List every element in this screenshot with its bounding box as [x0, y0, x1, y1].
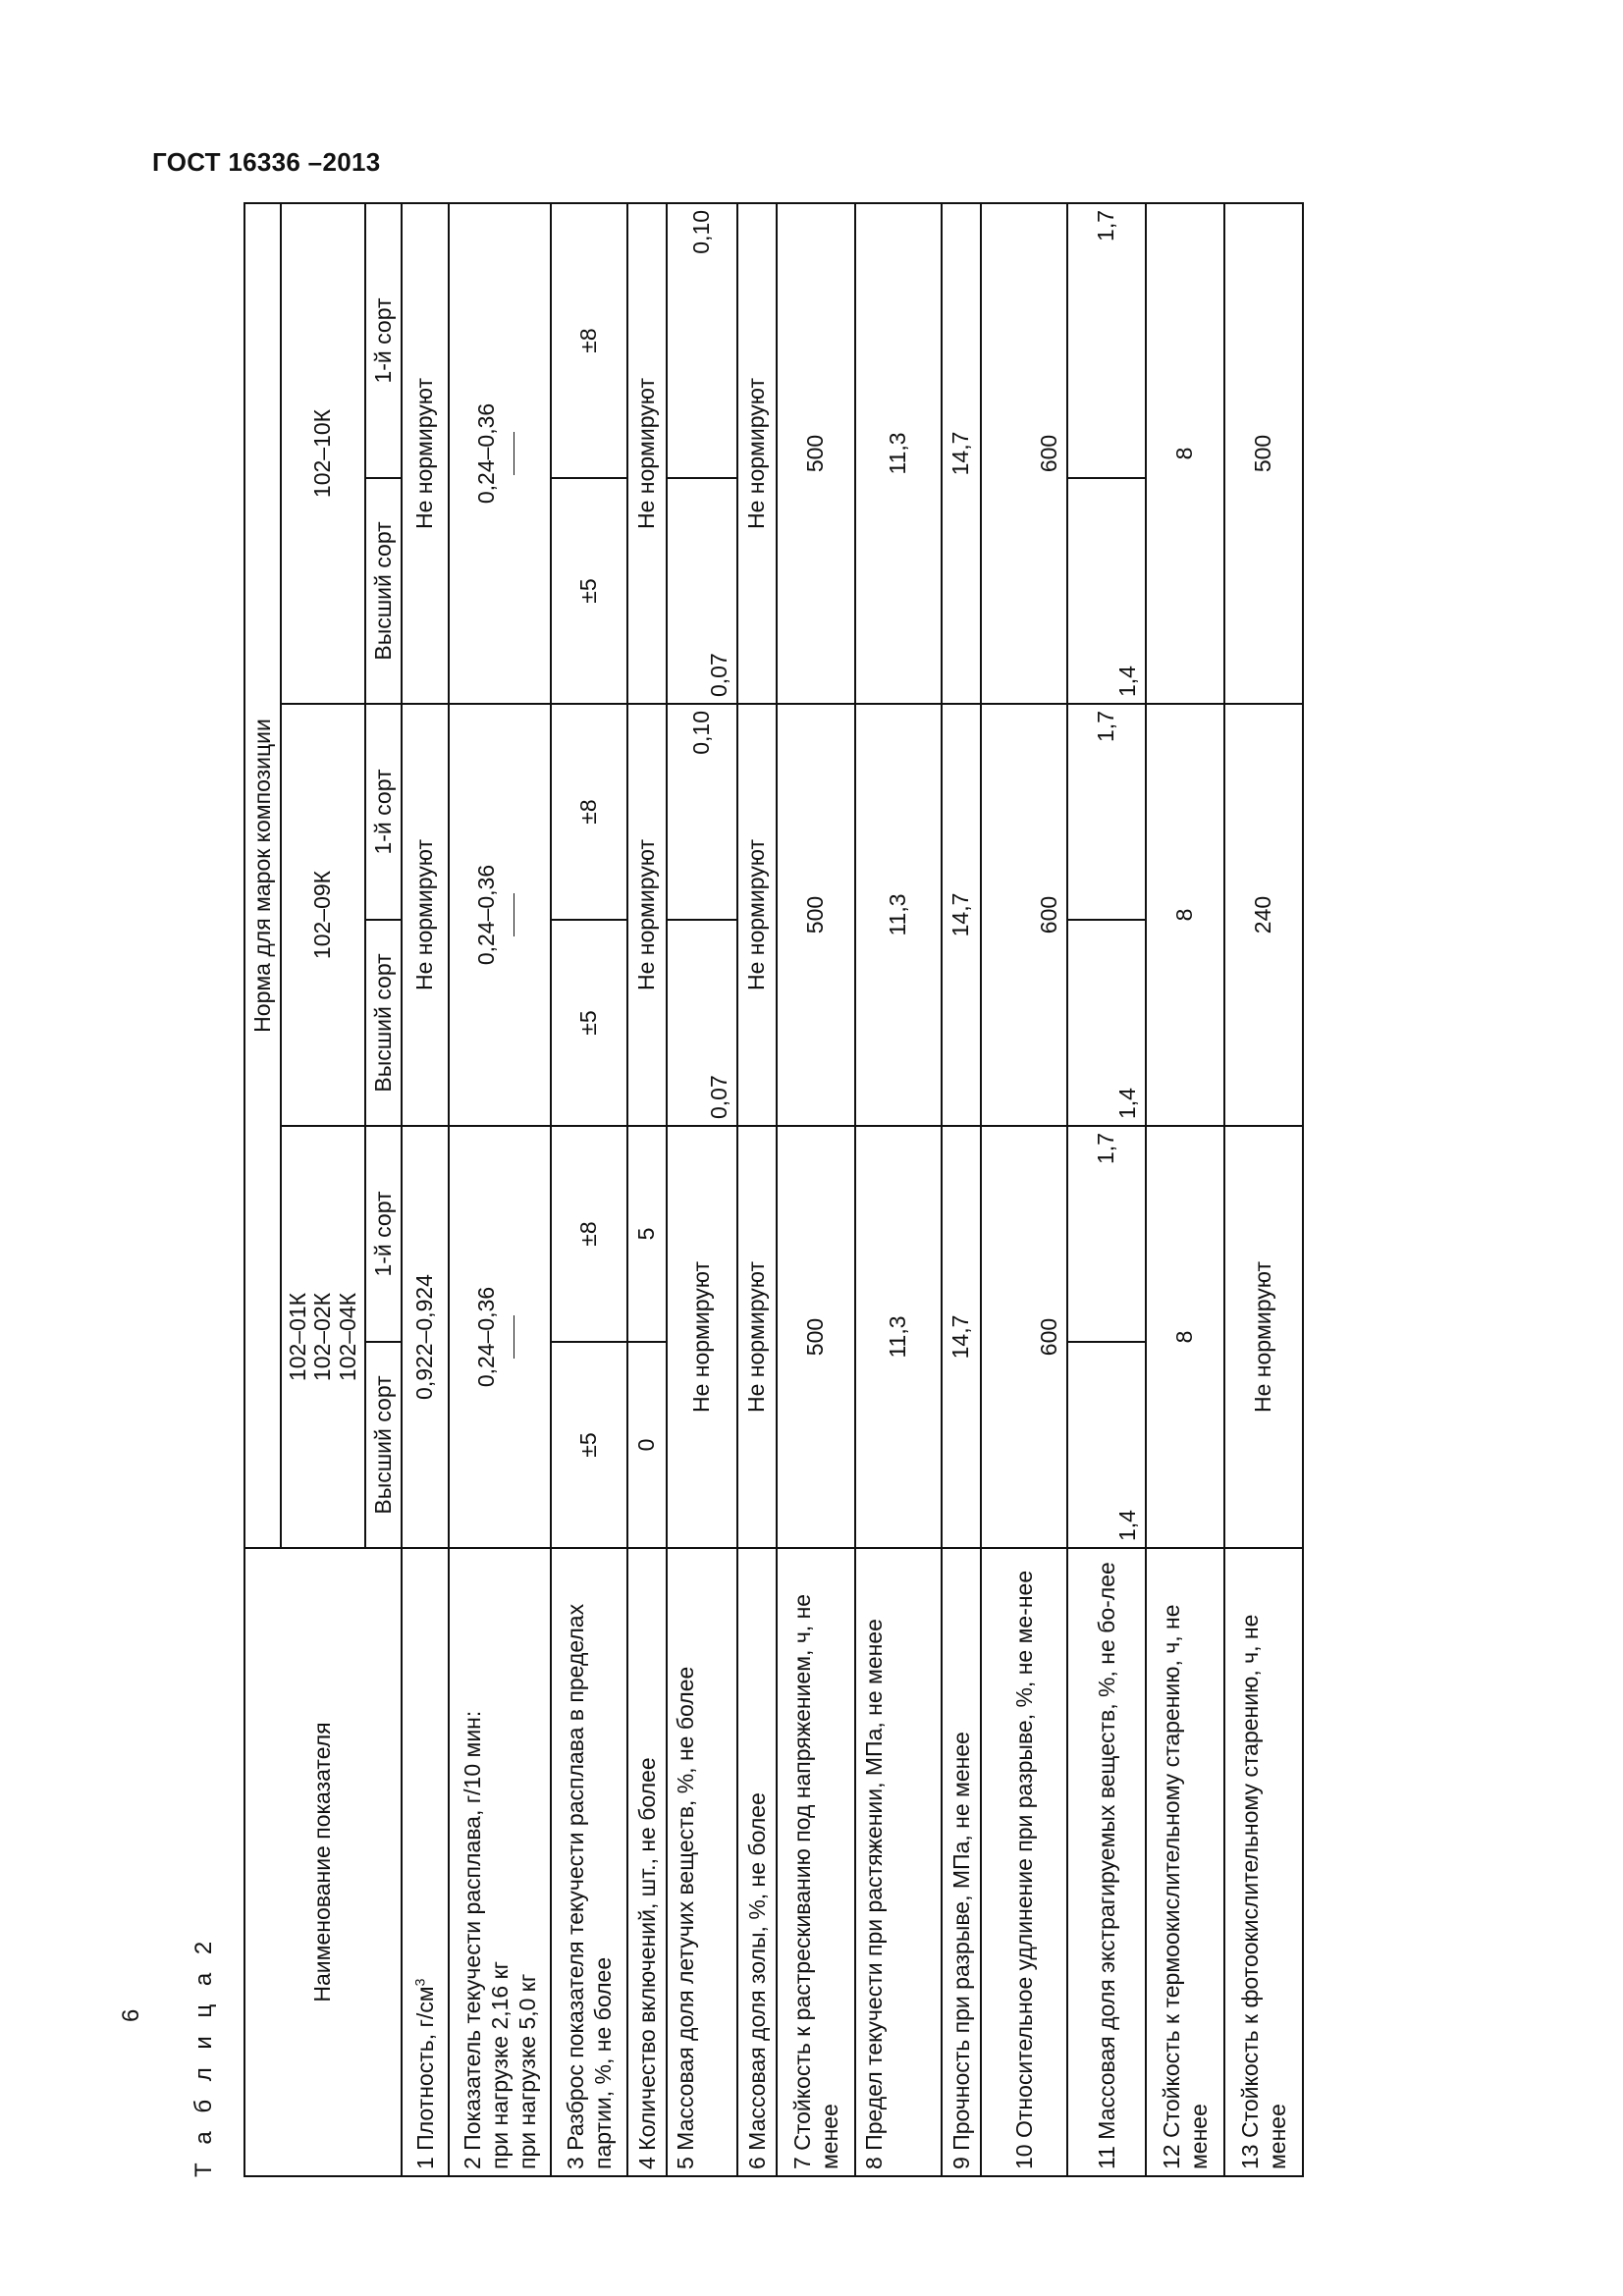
dash-line — [514, 1315, 515, 1359]
table-row-13 — [1224, 203, 1303, 2176]
cell-value: Не нормируют — [1224, 1126, 1303, 1548]
cell-value: 500 — [1224, 203, 1303, 704]
cell-value: ±5 — [551, 1342, 627, 1548]
cell-value: 1,4 — [1067, 478, 1146, 704]
cell-value: 0,24–0,36 — [449, 704, 551, 1126]
group-header-102-01k: 102–01К 102–02К 102–04К — [281, 1126, 365, 1548]
cell-value: 1,7 — [1067, 704, 1146, 920]
cell-value: 0,922–0,924 — [402, 1126, 449, 1548]
row-name: 7 Стойкость к растрескиванию под напряжением, ч, не менее — [777, 1548, 855, 2176]
table-row-9 — [942, 203, 981, 2176]
cell-value: 0,07 — [667, 478, 737, 704]
table-row-5 — [667, 203, 737, 2176]
cell-value: ±5 — [551, 478, 627, 704]
table-row-6 — [737, 203, 777, 2176]
page-number: 6 — [118, 2008, 144, 2022]
cell-value: 0 — [627, 1342, 667, 1548]
cell-value: 500 — [777, 203, 855, 704]
table-row-2 — [449, 203, 551, 2176]
table-caption: Т а б л и ц а 2 — [190, 1935, 217, 2177]
cell-value: 240 — [1224, 704, 1303, 1126]
row-name-sub1: при нагрузке 2,16 кг — [486, 1960, 513, 2169]
grade-top-3: Высший сорт — [365, 478, 402, 704]
row-name: 12 Стойкость к термоокислительному старению, ч, не менее — [1146, 1548, 1224, 2176]
table-row-1 — [402, 203, 449, 2176]
cell-value: 11,3 — [855, 1126, 942, 1548]
row-name: 8 Предел текучести при растяжении, МПа, не менее — [855, 1548, 942, 2176]
table-row-11 — [1067, 203, 1146, 2176]
col-header-norm: Норма для марок композиции — [244, 203, 281, 1548]
cell-value: 1,4 — [1067, 920, 1146, 1126]
cell-value: Не нормируют — [737, 704, 777, 1126]
row-name: 6 Массовая доля золы, %, не более — [737, 1548, 777, 2176]
cell-value: 500 — [777, 704, 855, 1126]
cell-value: 14,7 — [942, 203, 981, 704]
document-header: ГОСТ 16336 –2013 — [152, 147, 381, 177]
grade-top-2: Высший сорт — [365, 920, 402, 1126]
cell-value: 14,7 — [942, 1126, 981, 1548]
group-header-102-10k: 102–10К — [281, 203, 365, 704]
cell-value: Не нормируют — [627, 704, 667, 1126]
table-row-10 — [981, 203, 1067, 2176]
header-row-1 — [244, 203, 281, 2176]
cell-value: 600 — [981, 704, 1067, 1126]
dash-line — [514, 893, 515, 936]
properties-table — [243, 202, 1304, 2177]
cell-value: 8 — [1146, 704, 1224, 1126]
cell-value: 0,10 — [667, 203, 737, 478]
cell-value: 1,7 — [1067, 203, 1146, 478]
group-header-102-09k: 102–09К — [281, 704, 365, 1126]
cell-value: 0,24–0,36 — [449, 1126, 551, 1548]
col-header-name: Наименование показателя — [244, 1548, 402, 2176]
cell-value: Не нормируют — [737, 1126, 777, 1548]
cell-value: 600 — [981, 1126, 1067, 1548]
cell-value: ±8 — [551, 704, 627, 920]
cell-value: ±8 — [551, 203, 627, 478]
row-name-sub2: при нагрузке 5,0 кг — [514, 1973, 540, 2169]
grade-first-3: 1-й сорт — [365, 203, 402, 478]
cell-value: ±8 — [551, 1126, 627, 1342]
grade-first-2: 1-й сорт — [365, 704, 402, 920]
cell-value: ±5 — [551, 920, 627, 1126]
table-row-12 — [1146, 203, 1224, 2176]
table-row-8 — [855, 203, 942, 2176]
row-name: 11 Массовая доля экстрагируемых веществ, %, не бо-лее — [1067, 1548, 1146, 2176]
cell-value: Не нормируют — [402, 704, 449, 1126]
cell-value: 500 — [777, 1126, 855, 1548]
cell-value: Не нормируют — [667, 1126, 737, 1548]
cell-value: 11,3 — [855, 704, 942, 1126]
row-name: 5 Массовая доля летучих веществ, %, не более — [667, 1548, 737, 2176]
cell-value: 8 — [1146, 1126, 1224, 1548]
cell-value: 14,7 — [942, 704, 981, 1126]
rotated-table-container — [187, 204, 1384, 2187]
row-name: 4 Количество включений, шт., не более — [627, 1548, 667, 2176]
row-name: 1 Плотность, $г/см^3$ — [402, 1548, 449, 2176]
row-name: 3 Разброс показателя текучести расплава в пределах партии, %, не более — [551, 1548, 627, 2176]
cell-value: 5 — [627, 1126, 667, 1342]
cell-value: Не нормируют — [402, 203, 449, 704]
cell-value: 0,10 — [667, 704, 737, 920]
table-row-4 — [627, 203, 667, 2176]
row-name — [449, 1548, 551, 2176]
cell-value: 1,4 — [1067, 1342, 1146, 1548]
cell-value: 8 — [1146, 203, 1224, 704]
cell-value: 1,7 — [1067, 1126, 1146, 1342]
row-name: 10 Относительное удлинение при разрыве, %, не ме-нее — [981, 1548, 1067, 2176]
cell-value: 0,24–0,36 — [449, 203, 551, 704]
dash-line — [514, 432, 515, 475]
cell-value: Не нормируют — [627, 203, 667, 704]
cell-value: 0,07 — [667, 920, 737, 1126]
cell-value: 600 — [981, 203, 1067, 704]
table-row-7 — [777, 203, 855, 2176]
row-name-main: 2 Показатель текучести расплава, г/10 мин: — [459, 1710, 485, 2169]
grade-first-1: 1-й сорт — [365, 1126, 402, 1342]
cell-value: 11,3 — [855, 203, 942, 704]
table-row-3 — [551, 203, 627, 2176]
cell-value: Не нормируют — [737, 203, 777, 704]
row-name: 13 Стойкость к фотоокислительному старению, ч, не менее — [1224, 1548, 1303, 2176]
row-name: 9 Прочность при разрыве, МПа, не менее — [942, 1548, 981, 2176]
grade-top-1: Высший сорт — [365, 1342, 402, 1548]
